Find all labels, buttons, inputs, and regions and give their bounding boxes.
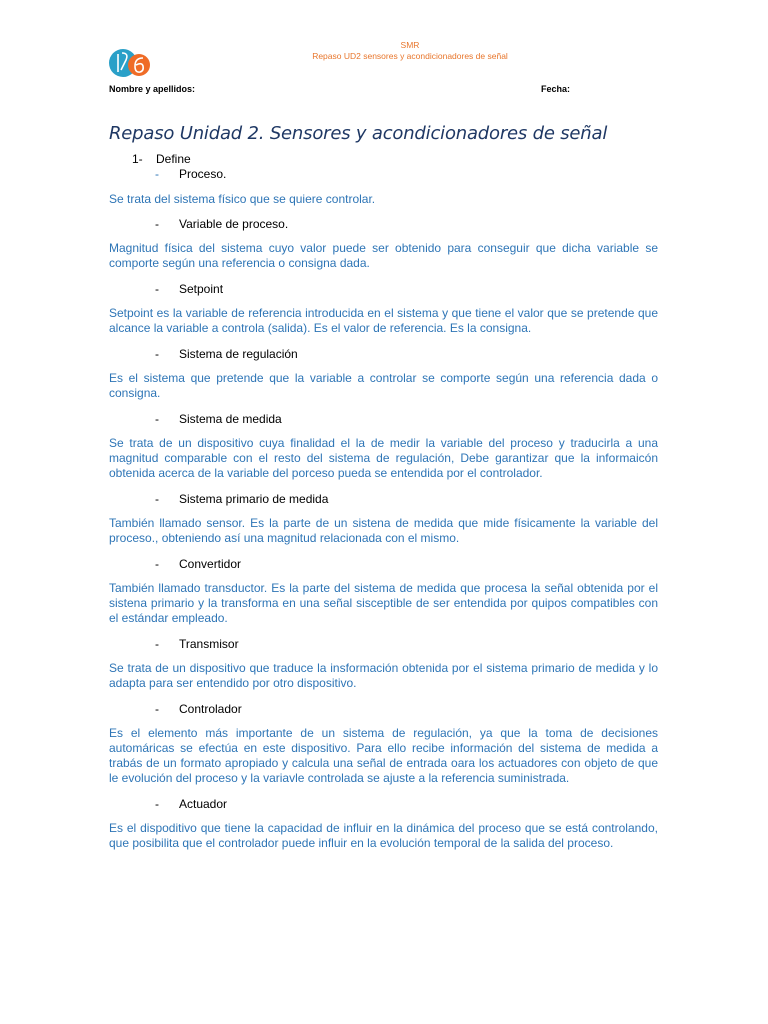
term-controlador: Controlador [179, 702, 242, 716]
answer-setpoint: Setpoint es la variable de referencia introducida en el sistema y que tiene el valor que se pretende que alcance la variable a controla (salida). Es el valor de referencia. Es la consigna. [109, 306, 658, 335]
answer-sistema-de-regulacion: Es el sistema que pretende que la variable a controlar se comporte según una referencia dada o consigna. [109, 371, 658, 400]
course-code: SMR [400, 40, 420, 50]
term-sistema-de-medida: Sistema de medida [179, 412, 282, 426]
document-header [260, 40, 560, 62]
name-field-label: Nombre y apellidos: [109, 84, 196, 94]
bullet-dash: - [155, 492, 159, 506]
answer-controlador: Es el elemento más importante de un sistema de regulación, ya que la toma de decisiones automáricas se efectúa en este dispositivo. Para ello recibe información del sistema de medida a trabás de un formato apropiado y calcula una señal de entrada oara los actuadores con objeto de que le evolución del proceso y la variavle controlada se ajuste a la referencia suministrada. [109, 726, 658, 785]
answer-proceso: Se trata del sistema físico que se quiere controlar. [109, 192, 376, 206]
term-sistema-de-regulacion: Sistema de regulación [179, 347, 298, 361]
term-setpoint: Setpoint [179, 282, 224, 296]
bullet-dash: - [155, 637, 159, 651]
answer-sistema-primario-de-medida: También llamado sensor. Es la parte de un sistena de medida que mide físicamente la variable del proceso., obteniendo así una magnitud relacionada con el mismo. [109, 516, 658, 545]
bullet-dash: - [155, 282, 159, 296]
bullet-dash: - [155, 217, 159, 231]
date-field-label: Fecha: [541, 84, 571, 94]
bullet-dash: - [155, 412, 159, 426]
term-variable-de-proceso: Variable de proceso. [179, 217, 289, 231]
document-subtitle: Repaso UD2 sensores y acondicionadores de señal [312, 51, 508, 61]
term-sistema-primario-de-medida: Sistema primario de medida [179, 492, 329, 506]
term-convertidor: Convertidor [179, 557, 242, 571]
page-title: Repaso Unidad 2. Sensores y acondicionadores de señal [109, 123, 608, 144]
term-proceso: Proceso. [179, 167, 227, 181]
answer-transmisor: Se trata de un dispositivo que traduce la insformación obtenida por el sistema primario de medida y lo adapta para ser entendido por otro dispositivo. [109, 661, 658, 690]
bullet-dash: - [155, 702, 159, 716]
term-actuador: Actuador [179, 797, 228, 811]
question-number: 1- [132, 152, 143, 166]
question-label: Define [156, 152, 191, 166]
answer-variable-de-proceso: Magnitud física del sistema cuyo valor puede ser obtenido para conseguir que dicha variable se comporte según una referencia o consigna dada. [109, 241, 658, 270]
bullet-dash: - [155, 167, 159, 181]
bullet-dash: - [155, 797, 159, 811]
answer-sistema-de-medida: Se trata de un dispositivo cuya finalidad el la de medir la variable del proceso y traducirla a una magnitud comparable con el resto del sistema de regulación, Debe garantizar que la informaicón obtenida acerca de la variable del porceso pueda se entendida por el controlador. [109, 436, 658, 480]
bullet-dash: - [155, 557, 159, 571]
term-transmisor: Transmisor [179, 637, 239, 651]
bullet-dash: - [155, 347, 159, 361]
answer-convertidor: También llamado transductor. Es la parte del sistema de medida que procesa la señal obtenida por el sistena primario y la transforma en una señal sisceptible de ser entendida por quipos compatibles con el estándar empleado. [109, 581, 658, 625]
answer-actuador: Es el dispoditivo que tiene la capacidad de influir en la dinámica del proceso que se está controlando, que posibilita que el controlador puede influir en la evolución temporal de la salida del proceso. [109, 821, 658, 850]
school-logo-icon [109, 44, 151, 82]
